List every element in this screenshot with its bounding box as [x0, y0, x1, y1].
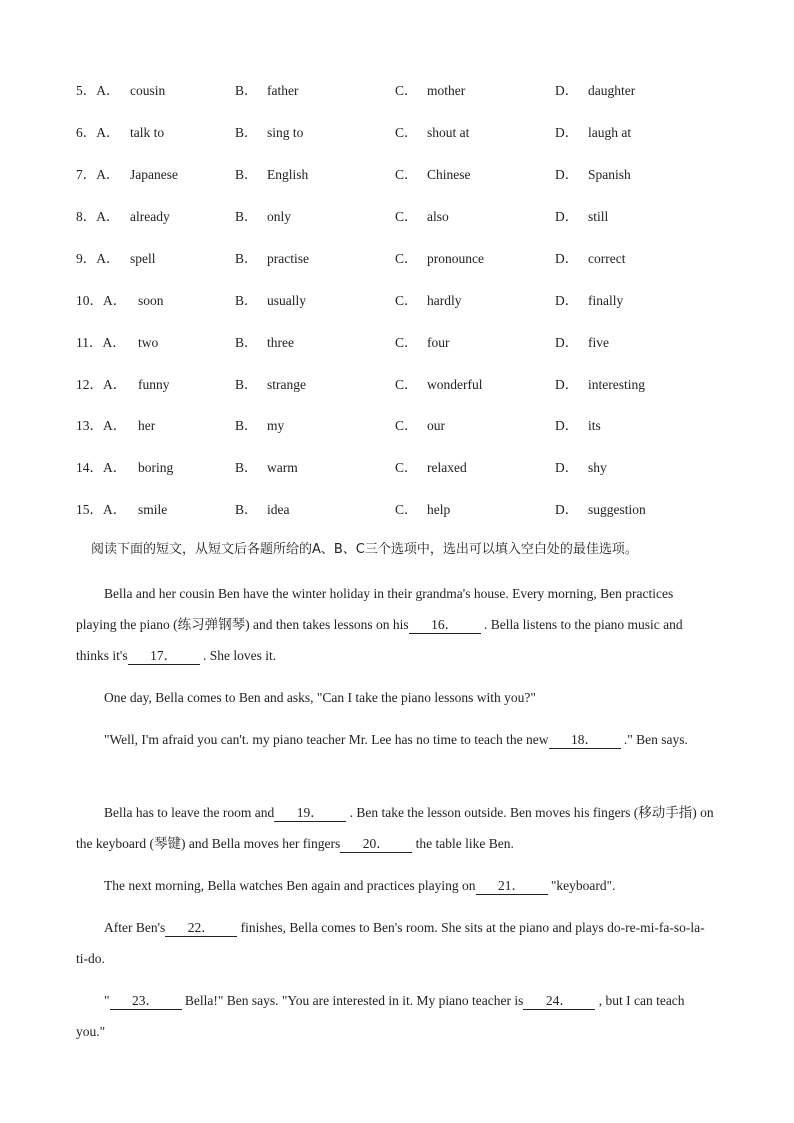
question-number: 12．A． — [76, 377, 127, 392]
option-b-label: B． — [235, 335, 258, 350]
option-row — [0, 81, 794, 101]
option-a[interactable]: two — [138, 335, 159, 350]
question-number: 15．A． — [76, 502, 127, 517]
option-d-label: D． — [555, 209, 579, 224]
option-d-label: D． — [555, 335, 579, 350]
option-c[interactable]: pronounce — [427, 251, 484, 266]
option-a[interactable]: spell — [130, 251, 156, 266]
blank-17[interactable]: 17． — [128, 648, 200, 665]
option-c-label: C． — [395, 167, 418, 182]
question-number: 13．A． — [76, 418, 127, 433]
blank-18[interactable]: 18． — [549, 732, 621, 749]
option-b-label: B． — [235, 377, 258, 392]
option-d[interactable]: its — [588, 418, 601, 433]
option-a[interactable]: cousin — [130, 83, 166, 98]
option-row — [0, 416, 794, 436]
option-row — [0, 249, 794, 269]
option-d[interactable]: laugh at — [588, 125, 632, 140]
text: . Ben take the lesson outside. Ben moves his fingers (移动手指) on the keyboard (琴键) and Bella moves her fingers — [76, 805, 714, 851]
option-a[interactable]: talk to — [130, 125, 165, 140]
option-row — [0, 375, 794, 395]
option-d[interactable]: shy — [588, 460, 607, 475]
option-b[interactable]: English — [267, 167, 309, 182]
question-number: 6．A． — [76, 125, 120, 140]
option-b[interactable]: my — [267, 418, 285, 433]
option-row — [0, 458, 794, 478]
option-c-label: C． — [395, 377, 418, 392]
option-b-label: B． — [235, 83, 258, 98]
option-c-label: C． — [395, 125, 418, 140]
option-b[interactable]: idea — [267, 502, 290, 517]
option-d[interactable]: suggestion — [588, 502, 646, 517]
option-row — [0, 500, 794, 520]
option-d-label: D． — [555, 502, 579, 517]
question-number: 5．A． — [76, 83, 120, 98]
text: Bella!" Ben says. "You are interested in it. My piano teacher is — [184, 993, 524, 1008]
option-b[interactable]: father — [267, 83, 299, 98]
option-b[interactable]: usually — [267, 293, 306, 308]
option-c[interactable]: relaxed — [427, 460, 467, 475]
option-d[interactable]: daughter — [588, 83, 636, 98]
blank-24[interactable]: 24． — [523, 993, 595, 1010]
option-b[interactable]: three — [267, 335, 294, 350]
option-b[interactable]: only — [267, 209, 292, 224]
option-d-label: D． — [555, 418, 579, 433]
text: The next morning, Bella watches Ben again and practices playing on — [104, 878, 476, 893]
blank-20[interactable]: 20． — [340, 836, 412, 853]
option-c-label: C． — [395, 251, 418, 266]
paragraph-5 — [76, 870, 716, 901]
option-a[interactable]: funny — [138, 377, 170, 392]
text: the table like Ben. — [415, 836, 514, 851]
option-d[interactable]: interesting — [588, 377, 645, 392]
option-d-label: D． — [555, 293, 579, 308]
option-c[interactable]: wonderful — [427, 377, 483, 392]
option-c-label: C． — [395, 293, 418, 308]
option-d[interactable]: finally — [588, 293, 624, 308]
option-d[interactable]: Spanish — [588, 167, 631, 182]
option-c[interactable]: shout at — [427, 125, 470, 140]
option-c-label: C． — [395, 335, 418, 350]
option-b-label: B． — [235, 460, 258, 475]
option-d[interactable]: still — [588, 209, 609, 224]
option-b[interactable]: sing to — [267, 125, 304, 140]
option-d[interactable]: correct — [588, 251, 626, 266]
option-c-label: C． — [395, 83, 418, 98]
blank-23[interactable]: 23． — [110, 993, 182, 1010]
text: , but I can teach you." — [76, 993, 685, 1039]
question-number: 8．A． — [76, 209, 120, 224]
blank-16[interactable]: 16． — [409, 617, 481, 634]
blank-22[interactable]: 22． — [165, 920, 237, 937]
option-b-label: B． — [235, 502, 258, 517]
option-b-label: B． — [235, 167, 258, 182]
option-d-label: D． — [555, 167, 579, 182]
text: "keyboard". — [550, 878, 616, 893]
option-b-label: B． — [235, 209, 258, 224]
option-row — [0, 165, 794, 185]
option-d[interactable]: five — [588, 335, 609, 350]
option-row — [0, 291, 794, 311]
option-a[interactable]: Japanese — [130, 167, 178, 182]
option-a[interactable]: her — [138, 418, 156, 433]
option-c[interactable]: also — [427, 209, 449, 224]
text: After Ben's — [104, 920, 166, 935]
text: One day, Bella comes to Ben and asks, "Can I take the piano lessons with you?" — [104, 690, 536, 705]
option-b[interactable]: strange — [267, 377, 306, 392]
option-b[interactable]: warm — [267, 460, 298, 475]
option-c[interactable]: hardly — [427, 293, 462, 308]
option-b-label: B． — [235, 251, 258, 266]
text: "Well, I'm afraid you can't. my piano teacher Mr. Lee has no time to teach the new — [104, 732, 549, 747]
question-number: 14．A． — [76, 460, 127, 475]
paragraph-7 — [76, 985, 716, 1047]
option-c[interactable]: help — [427, 502, 451, 517]
option-d-label: D． — [555, 251, 579, 266]
option-c-label: C． — [395, 418, 418, 433]
option-row — [0, 123, 794, 143]
blank-21[interactable]: 21． — [476, 878, 548, 895]
text: Bella has to leave the room and — [104, 805, 275, 820]
option-b[interactable]: practise — [267, 251, 309, 266]
option-a[interactable]: boring — [138, 460, 174, 475]
instruction: 阅读下面的短文，从短文后各题所给的A、B、C三个选项中，选出可以填入空白处的最佳选项。 — [91, 542, 638, 557]
question-number: 9．A． — [76, 251, 120, 266]
paragraph-3 — [76, 724, 716, 755]
text: Bella and her cousin Ben have the winter holiday in their grandma's house. Every morning, Ben practices playing the piano (练习弹钢琴) and then takes lessons on his — [76, 586, 674, 632]
paragraph-1 — [76, 578, 716, 671]
option-c[interactable]: mother — [427, 83, 466, 98]
option-d-label: D． — [555, 460, 579, 475]
option-b-label: B． — [235, 293, 258, 308]
option-row — [0, 207, 794, 227]
text: finishes, Bella comes to Ben's room. She sits at the piano and plays do-re-mi-fa-so-la-ti-do. — [76, 920, 705, 966]
option-d-label: D． — [555, 377, 579, 392]
option-a[interactable]: smile — [138, 502, 168, 517]
option-a[interactable]: already — [130, 209, 170, 224]
option-row — [0, 333, 794, 353]
paragraph-2 — [76, 682, 716, 713]
option-b-label: B． — [235, 418, 258, 433]
option-c[interactable]: four — [427, 335, 450, 350]
option-d-label: D． — [555, 83, 579, 98]
option-c-label: C． — [395, 209, 418, 224]
option-c-label: C． — [395, 502, 418, 517]
blank-19[interactable]: 19． — [274, 805, 346, 822]
text: ." Ben says. — [623, 732, 688, 747]
option-b-label: B． — [235, 125, 258, 140]
option-c-label: C． — [395, 460, 418, 475]
paragraph-6 — [76, 912, 716, 974]
question-number: 7．A． — [76, 167, 120, 182]
option-d-label: D． — [555, 125, 579, 140]
paragraph-4 — [76, 797, 716, 859]
text: " — [104, 993, 110, 1008]
option-c[interactable]: our — [427, 418, 445, 433]
text: . She loves it. — [202, 648, 277, 663]
question-number: 11．A． — [76, 335, 126, 350]
text: . Bella listens to the piano music and thinks it's — [76, 617, 683, 663]
option-c[interactable]: Chinese — [427, 167, 471, 182]
option-a[interactable]: soon — [138, 293, 164, 308]
question-number: 10．A． — [76, 293, 127, 308]
